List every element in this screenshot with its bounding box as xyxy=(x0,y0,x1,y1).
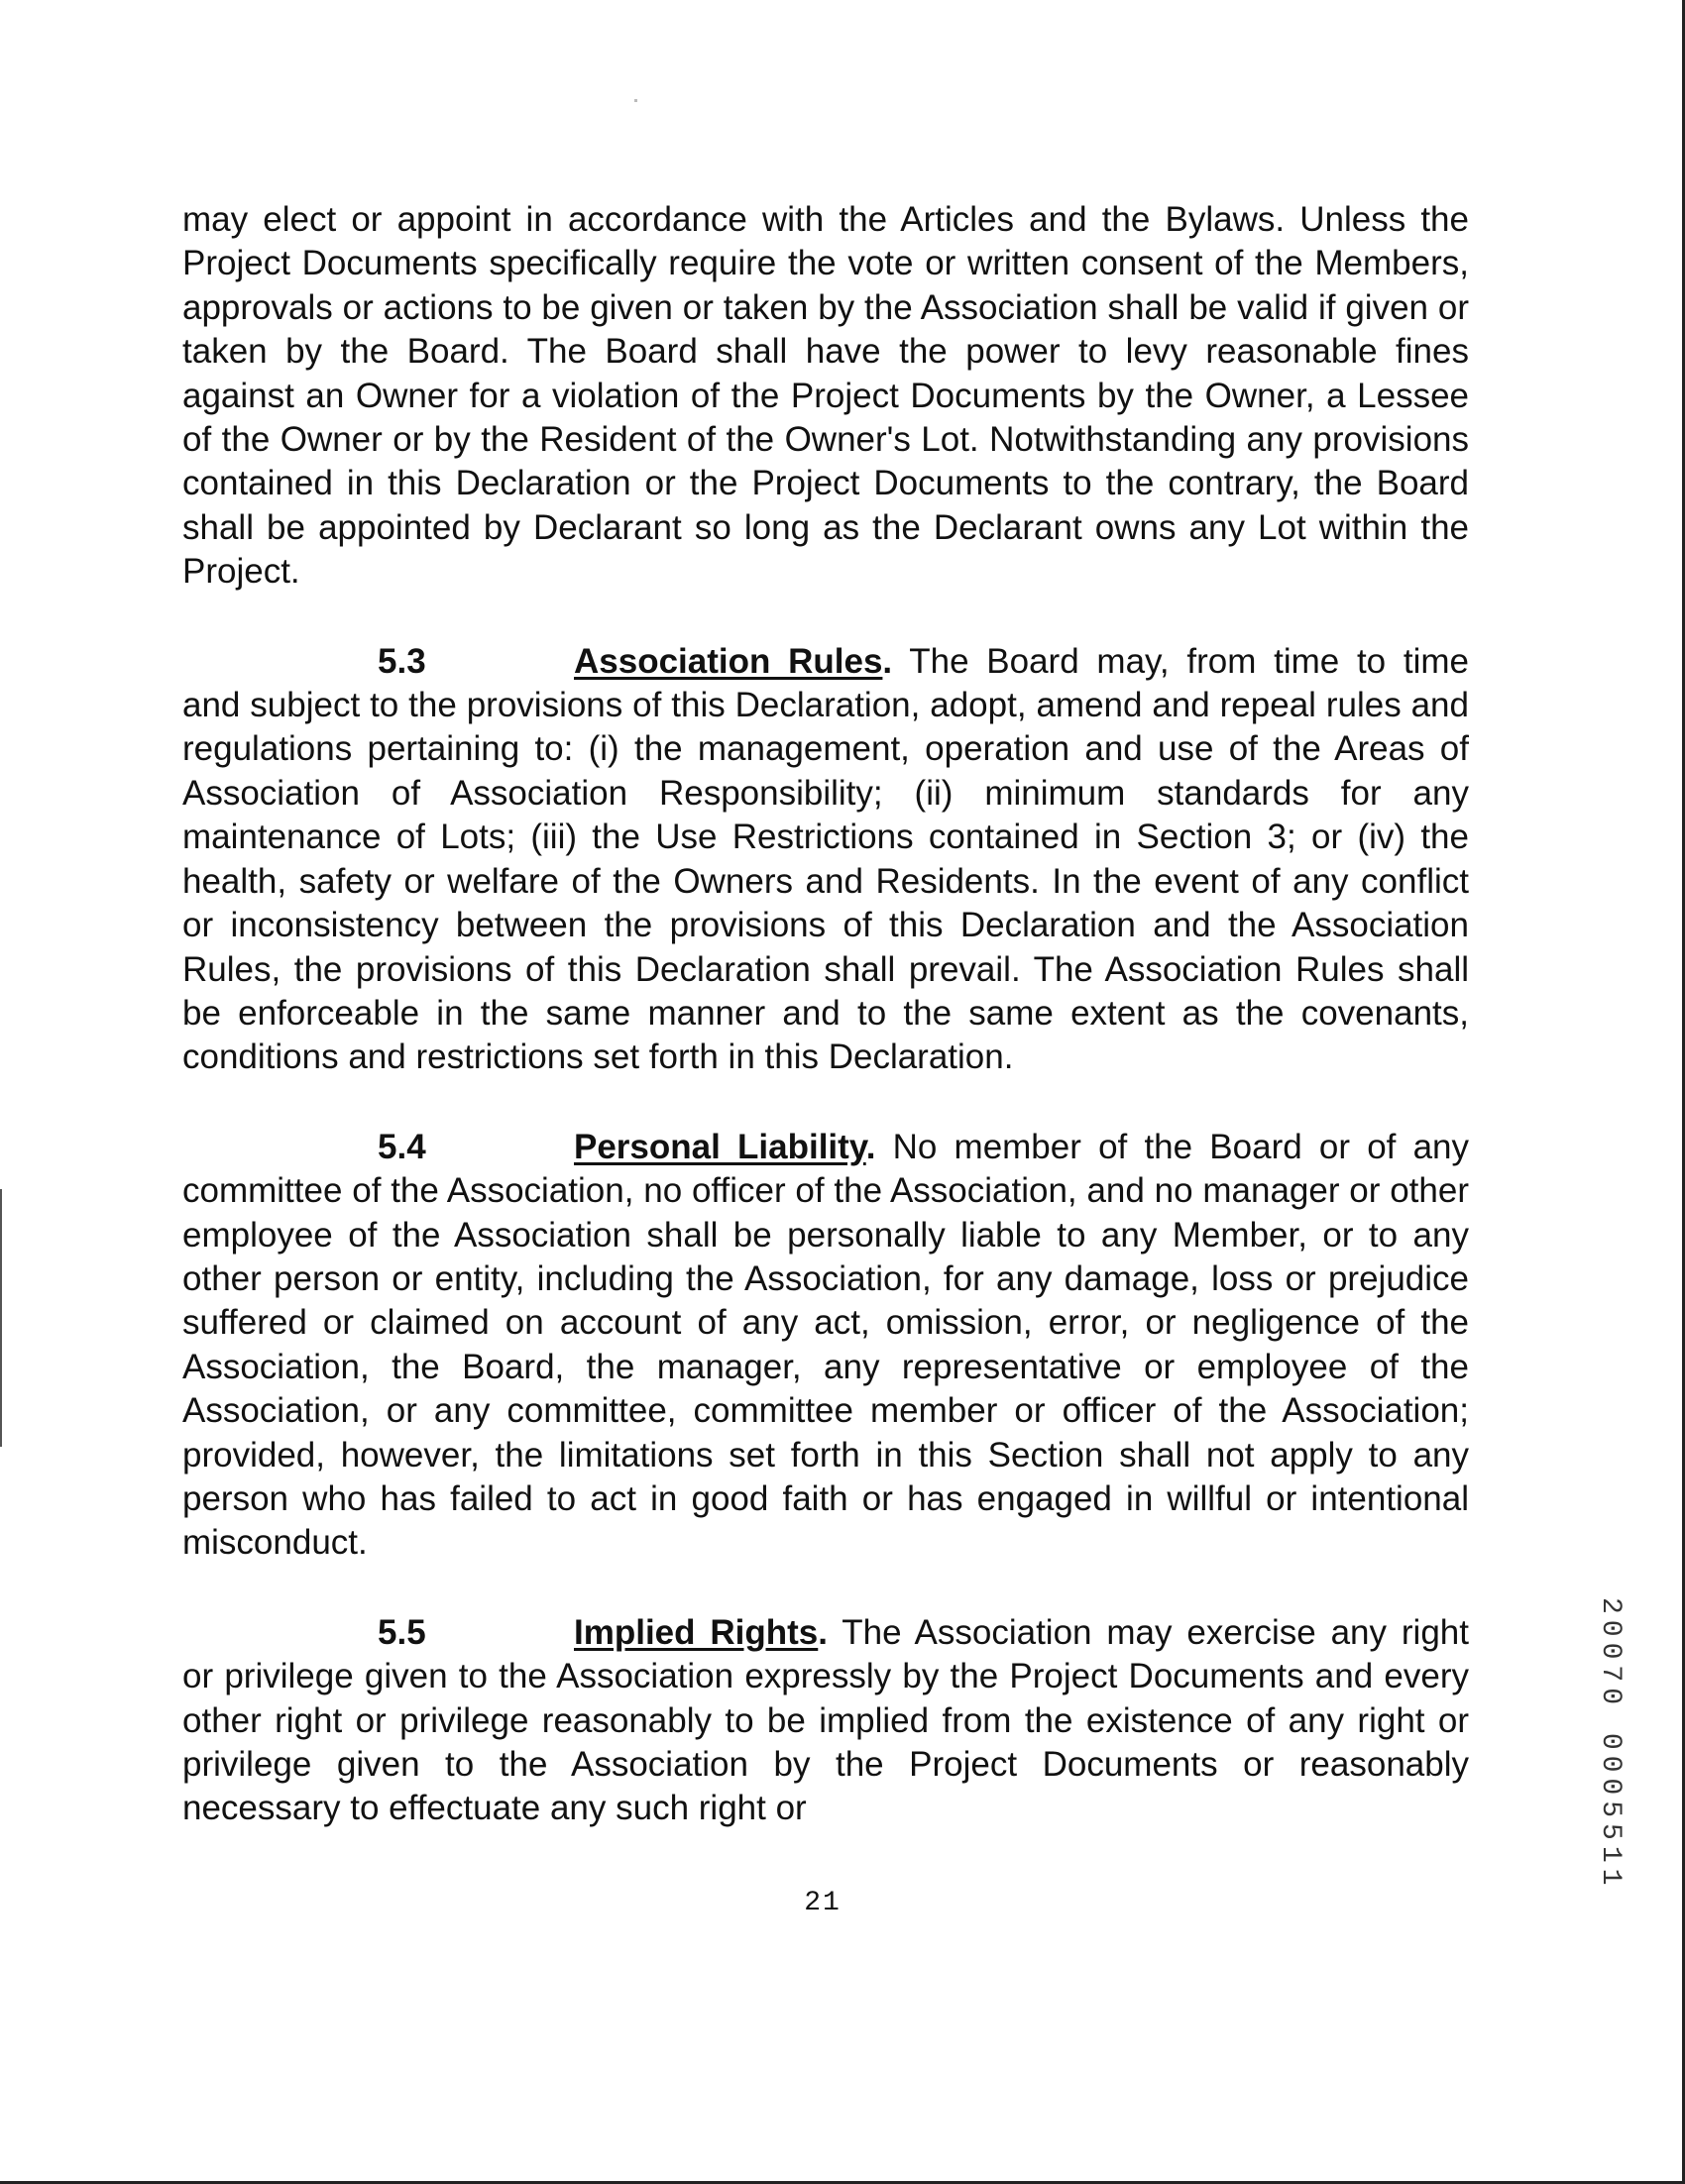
section-5-5: 5.5 Implied Rights. The Association may exercise any right or privilege given to the Association expressly by the Project Documents and every other right or privilege reasonably to be implied from the existence of any right or privilege given to the Association by the Project Documents or reasonably necessary to effectuate any such right or xyxy=(182,1612,1469,1828)
scan-left-mark xyxy=(0,1189,2,1447)
document-body xyxy=(182,198,1469,1831)
section-number: 5.4 xyxy=(378,1127,426,1166)
scan-speck xyxy=(634,99,637,102)
document-stamp: 20070 0005511 xyxy=(1595,1597,1626,1892)
section-title: Personal Liability xyxy=(574,1127,866,1166)
continuation-paragraph: may elect or appoint in accordance with the Articles and the Bylaws. Unless the Project Documents specifically require the vote or written consent of the Members, approvals or actions to be given or taken by the Association shall be valid if given or taken by the Board. The Board shall have the power to levy reasonable fines against an Owner for a violation of the Project Documents by the Owner, a Lessee of the Owner or by the Resident of the Owner's Lot. Notwithstanding any provisions contained in this Declaration or the Project Documents to the contrary, the Board shall be appointed by Declarant so long as the Declarant owns any Lot within the Project. xyxy=(182,200,1469,592)
section-number: 5.3 xyxy=(378,641,426,681)
section-title: Association Rules xyxy=(574,641,883,681)
section-number: 5.5 xyxy=(378,1612,426,1652)
section-text: No member of the Board or of any committee of the Association, no officer of the Association, and no manager or other employee of the Association shall be personally liable to any Member, or to any other person or entity, including the Association, for any damage, loss or prejudice suffered or claimed on account of any act, omission, error, or negligence of the Association, the Board, the manager, any representative or employee of the Association, or any committee, committee member or officer of the Association; provided, however, the limitations set forth in this Section shall not apply to any person who has failed to act in good faith or has engaged in willful or intentional misconduct. xyxy=(182,1127,1469,1563)
section-title: Implied Rights xyxy=(574,1612,819,1652)
section-text: The Board may, from time to time and subject to the provisions of this Declaration, adopt, amend and repeal rules and regulations pertaining to: (i) the management, operation and use of the Areas of Association of Association Responsibility; (ii) minimum standards for any maintenance of Lots; (iii) the Use Restrictions contained in Section 3; or (iv) the health, safety or welfare of the Owners and Residents. In the event of any conflict or inconsistency between the provisions of this Declaration and the Association Rules, the provisions of this Declaration shall prevail. The Association Rules shall be enforceable in the same manner and to the same extent as the covenants, conditions and restrictions set forth in this Declaration. xyxy=(182,641,1469,1077)
page-number: 21 xyxy=(804,1888,842,1918)
section-5-4: 5.4 Personal Liability. No member of the Board or of any committee of the Association, no officer of the Association, and no manager or other employee of the Association shall be personally liable to any Member, or to any other person or entity, including the Association, for any damage, loss or prejudice suffered or claimed on account of any act, omission, error, or negligence of the Association, the Board, the manager, any representative or employee of the Association, or any committee, committee member or officer of the Association; provided, however, the limitations set forth in this Section shall not apply to any person who has failed to act in good faith or has engaged in willful or intentional misconduct. xyxy=(182,1127,1469,1563)
section-text: The Association may exercise any right or privilege given to the Association expressly by the Project Documents and every other right or privilege reasonably to be implied from the existence of any right or privilege given to the Association by the Project Documents or reasonably necessary to effectuate any such right or xyxy=(182,1612,1469,1828)
section-5-3: 5.3 Association Rules. The Board may, from time to time and subject to the provisions of this Declaration, adopt, amend and repeal rules and regulations pertaining to: (i) the management, operation and use of the Areas of Association of Association Responsibility; (ii) minimum standards for any maintenance of Lots; (iii) the Use Restrictions contained in Section 3; or (iv) the health, safety or welfare of the Owners and Residents. In the event of any conflict or inconsistency between the provisions of this Declaration and the Association Rules, the provisions of this Declaration shall prevail. The Association Rules shall be enforceable in the same manner and to the same extent as the covenants, conditions and restrictions set forth in this Declaration. xyxy=(182,641,1469,1077)
